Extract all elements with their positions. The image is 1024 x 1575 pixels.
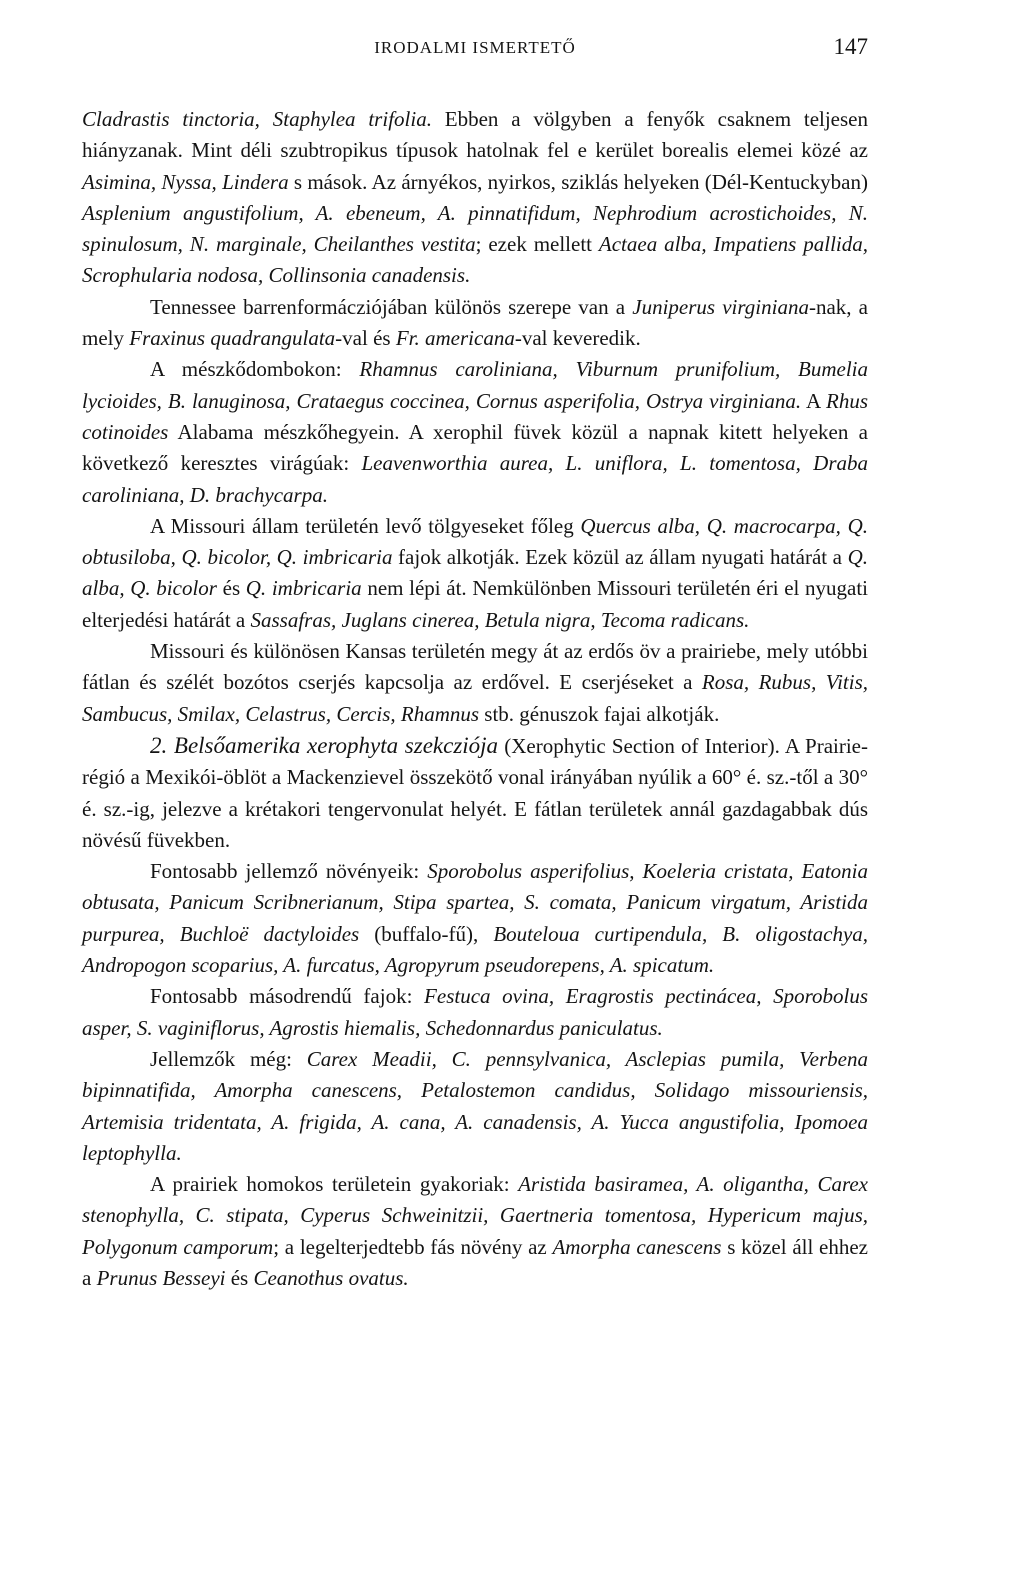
taxon-name: Actaea alba, Impatiens pallida, Scrophularia nodosa, Collinsonia canadensis. <box>82 232 868 288</box>
taxon-name: Q. imbricaria <box>245 576 362 601</box>
paragraph <box>82 730 868 856</box>
text-run: A Missouri állam területén levő tölgyeseket főleg <box>150 513 581 538</box>
text-run: Tennessee barrenformácziójában különös szerepe van a <box>150 294 633 319</box>
text-run: és <box>216 576 246 601</box>
text-run: Fontosabb másodrendű fajok: <box>150 984 425 1009</box>
taxon-name: Fraxinus quadrangulata <box>129 326 336 351</box>
text-run: (Xerophytic Section of Interior). A Prairie-régió a Mexikói-öblöt a Mackenzievel összekötő vonal irányában nyúlik a 60° é. sz.-től a 30° é. sz.-ig, jelezve a krétakori tengervonulat helyét. E fátlan területek annál gazdagabbak dús növésű füvekben. <box>82 733 868 852</box>
taxon-name: Rhamnus caroliniana, Viburnum prunifolium, Bumelia lycioides, B. lanuginosa, Crataegus coccinea, Cornus asperifolia, Ostrya virginiana. <box>82 357 868 413</box>
taxon-name: Leavenworthia aurea, L. uniflora, L. tomentosa, Draba caroliniana, D. brachycarpa. <box>82 451 868 507</box>
paragraph <box>82 981 868 1044</box>
paragraph <box>82 292 868 355</box>
text-run: nem lépi át. Nemkülönben Missouri területén éri el nyugati elterjedési határát a <box>82 576 868 632</box>
running-head: IRODALMI ISMERTETŐ <box>374 38 576 57</box>
text-run: fajok alkotják. Ezek közül az állam nyugati határát a <box>392 545 848 570</box>
text-run: A prairiek homokos területein gyakoriak: <box>150 1172 519 1197</box>
text-run: és <box>225 1265 254 1290</box>
taxon-name: Bouteloua curtipendula, B. oligostachya, Andropogon scoparius, A. furcatus, Agropyrum pseudorepens, A. spicatum. <box>82 921 869 978</box>
text-run: ; a legelterjedtebb fás növény az <box>273 1234 553 1259</box>
taxon-name: Asplenium angustifolium, A. ebeneum, A. pinnatifidum, Nephrodium acrostichoides, N. spinulosum, N. marginale, Cheilanthes vestita <box>82 200 868 257</box>
page-header <box>82 34 868 64</box>
text-run: A mészkődombokon: <box>150 357 360 382</box>
text-run: s mások. Az árnyékos, nyirkos, sziklás helyeken (Dél-Kentuckyban) <box>288 169 868 194</box>
text-run: Missouri és különösen Kansas területén megy át az erdős öv a prairiebe, mely utóbbi fátlan és szélét bozótos cserjés kapcsolja az erdővel. E cserjéseket a <box>82 639 868 695</box>
text-run: (buffalo-fű), <box>359 921 494 946</box>
taxon-name: Rosa, Rubus, Vitis, Sambucus, Smilax, Celastrus, Cercis, Rhamnus <box>82 670 868 726</box>
taxon-name: Rhus cotinoides <box>82 388 868 444</box>
paragraph <box>82 636 868 730</box>
taxon-name: Sporobolus asperifolius, Koeleria cristata, Eatonia obtusata, Panicum Scribnerianum, Stipa spartea, S. comata, Panicum virgatum, Aristida purpurea, Buchloë dactyloides <box>82 859 868 946</box>
article-body <box>82 104 868 1294</box>
text-run: -val keveredik. <box>514 326 641 351</box>
text-run: -val és <box>335 326 396 351</box>
paragraph <box>82 511 868 636</box>
taxon-name: Ceanothus ovatus. <box>253 1265 409 1290</box>
text-run: Alabama mészkőhegyein. A xerophil füvek közül a napnak kitett helyeken a következő keresztes virágúak: <box>82 419 868 476</box>
page-number: 147 <box>833 34 868 59</box>
taxon-name: Asimina, Nyssa, Lindera <box>82 169 289 194</box>
taxon-name: Prunus Besseyi <box>96 1265 226 1290</box>
paragraph <box>82 104 868 292</box>
text-run: ; ezek mellett <box>475 232 599 257</box>
taxon-name: Carex Meadii, C. pennsylvanica, Asclepias pumila, Verbena bipinnatifida, Amorpha canescens, Petalostemon candidus, Solidago missouriensis, Artemisia tridentata, A. frigida, A. cana, A. canadensis, A. Yucca angustifolia, Ipomoea leptophylla. <box>82 1046 868 1165</box>
taxon-name: Festuca ovina, Eragrostis pectinácea, Sporobolus asper, S. vaginiflorus, Agrostis hiemalis, Schedonnardus paniculatus. <box>82 984 868 1040</box>
text-run: Jellemzők még: <box>150 1046 307 1071</box>
text-run: Fontosabb jellemző növényeik: <box>150 859 428 884</box>
taxon-name: Amorpha canescens <box>552 1234 722 1259</box>
taxon-name: Aristida basiramea, A. oligantha, Carex stenophylla, C. stipata, Cyperus Schweinitzii, Gaertneria tomentosa, Hypericum majus, Polygonum camporum <box>82 1172 868 1259</box>
section-heading: 2. Belsőamerika xerophyta szekcziója <box>150 732 499 758</box>
paragraph <box>82 1044 868 1169</box>
text-run: stb. génuszok fajai alkotják. <box>479 701 720 726</box>
taxon-name: Sassafras, Juglans cinerea, Betula nigra, Tecoma radicans. <box>250 607 750 632</box>
paragraph <box>82 856 868 981</box>
taxon-name: Quercus alba, Q. macrocarpa, Q. obtusiloba, Q. bicolor, Q. imbricaria <box>82 513 868 570</box>
text-run: Ebben a völgyben a fenyők csaknem teljesen hiányzanak. Mint déli szubtropikus típusok hatolnak fel e kerület borealis elemei közé az <box>82 107 868 163</box>
taxon-name: Q. alba, Q. bicolor <box>82 545 868 601</box>
text-run: s közel áll ehhez a <box>82 1234 868 1290</box>
text-run: -nak, a mely <box>82 294 868 351</box>
taxon-name: Fr. americana <box>395 326 515 351</box>
taxon-name: Cladrastis tinctoria, Staphylea trifolia. <box>82 107 432 131</box>
paragraph <box>82 1169 868 1294</box>
taxon-name: Juniperus virginiana <box>632 294 809 319</box>
paragraph <box>82 354 868 510</box>
text-run: A <box>801 388 826 413</box>
